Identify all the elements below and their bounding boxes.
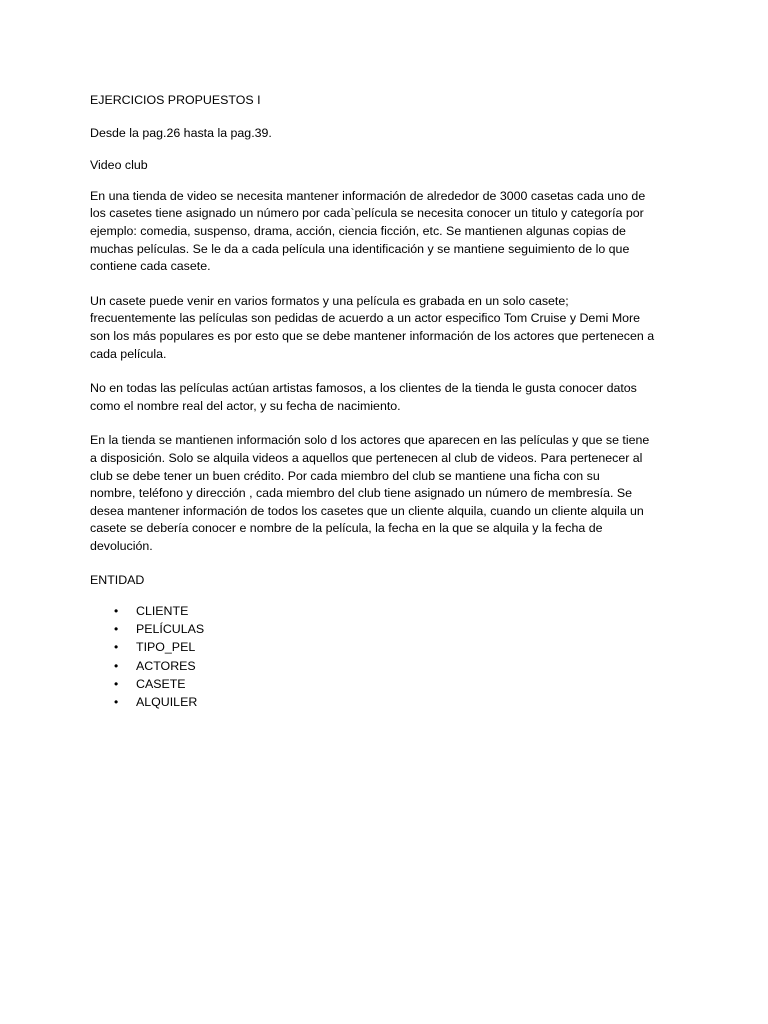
list-item bbox=[90, 657, 690, 675]
bullet-icon: • bbox=[114, 622, 119, 637]
bullet-icon: • bbox=[114, 658, 119, 673]
paragraph-line: cada película. bbox=[90, 346, 167, 361]
paragraph-1 bbox=[90, 188, 690, 276]
bullet-icon: • bbox=[114, 695, 119, 710]
paragraph-line: a disposición. Solo se alquila videos a aquellos que pertenecen al club de videos. Para pertenecer al bbox=[90, 450, 643, 465]
list-item bbox=[90, 693, 690, 711]
list-item bbox=[90, 638, 690, 656]
entity-label: ACTORES bbox=[136, 658, 196, 673]
bullet-icon: • bbox=[114, 640, 119, 655]
entity-label: PELÍCULAS bbox=[136, 622, 205, 637]
paragraph-line: ejemplo: comedia, suspenso, drama, acción, ciencia ficción, etc. Se mantienen algunas copias de bbox=[90, 223, 626, 238]
paragraph-line: son los más populares es por esto que se debe mantener información de los actores que pertenecen a bbox=[90, 328, 655, 343]
section-title: Video club bbox=[90, 158, 148, 173]
paragraph-line: como el nombre real del actor, y su fecha de nacimiento. bbox=[90, 398, 401, 413]
paragraph-line: devolución. bbox=[90, 538, 153, 553]
bullet-icon: • bbox=[114, 604, 119, 619]
paragraph-line: muchas películas. Se le da a cada película una identificación y se mantiene seguimiento de lo que bbox=[90, 241, 630, 256]
paragraph-line: En la tienda se mantienen información solo d los actores que aparecen en las películas y que se tiene bbox=[90, 433, 650, 448]
paragraph-line: contiene cada casete. bbox=[90, 259, 211, 274]
paragraph-line: casete se debería conocer e nombre de la película, la fecha en la que se alquila y la fecha de bbox=[90, 521, 603, 536]
list-item bbox=[90, 675, 690, 693]
paragraph-line: frecuentemente las películas son pedidas de acuerdo a un actor especifico Tom Cruise y Demi More bbox=[90, 311, 641, 326]
paragraph-line: En una tienda de video se necesita mantener información de alrededor de 3000 casetas cada uno de bbox=[90, 188, 646, 203]
paragraph-line: club se debe tener un buen crédito. Por cada miembro del club se mantiene una ficha con su bbox=[90, 468, 600, 483]
paragraph-line: nombre, teléfono y dirección , cada miembro del club tiene asignado un número de membresía. Se bbox=[90, 486, 633, 501]
paragraph-line: desea mantener información de todos los casetes que un cliente alquila, cuando un cliente alquila un bbox=[90, 503, 644, 518]
entity-heading: ENTIDAD bbox=[90, 573, 145, 588]
entity-label: TIPO_PEL bbox=[136, 640, 196, 655]
paragraph-line: los casetes tiene asignado un número por cada`película se necesita conocer un titulo y categoría por bbox=[90, 206, 644, 221]
paragraph-3 bbox=[90, 380, 690, 415]
paragraph-4 bbox=[90, 432, 690, 555]
document-title: EJERCICIOS PROPUESTOS I bbox=[90, 93, 261, 107]
paragraph-2 bbox=[90, 293, 690, 363]
paragraph-line: Un casete puede venir en varios formatos y una película es grabada en un solo casete; bbox=[90, 293, 569, 308]
bullet-icon: • bbox=[114, 676, 119, 691]
entity-label: CLIENTE bbox=[136, 604, 189, 619]
list-item bbox=[90, 602, 690, 620]
list-item bbox=[90, 620, 690, 638]
pages-range: Desde la pag.26 hasta la pag.39. bbox=[90, 125, 272, 140]
paragraph-line: No en todas las películas actúan artistas famosos, a los clientes de la tienda le gusta conocer datos bbox=[90, 381, 637, 396]
entity-list bbox=[90, 602, 690, 711]
document-page bbox=[90, 92, 690, 711]
entity-label: CASETE bbox=[136, 676, 186, 691]
entity-label: ALQUILER bbox=[136, 695, 198, 710]
